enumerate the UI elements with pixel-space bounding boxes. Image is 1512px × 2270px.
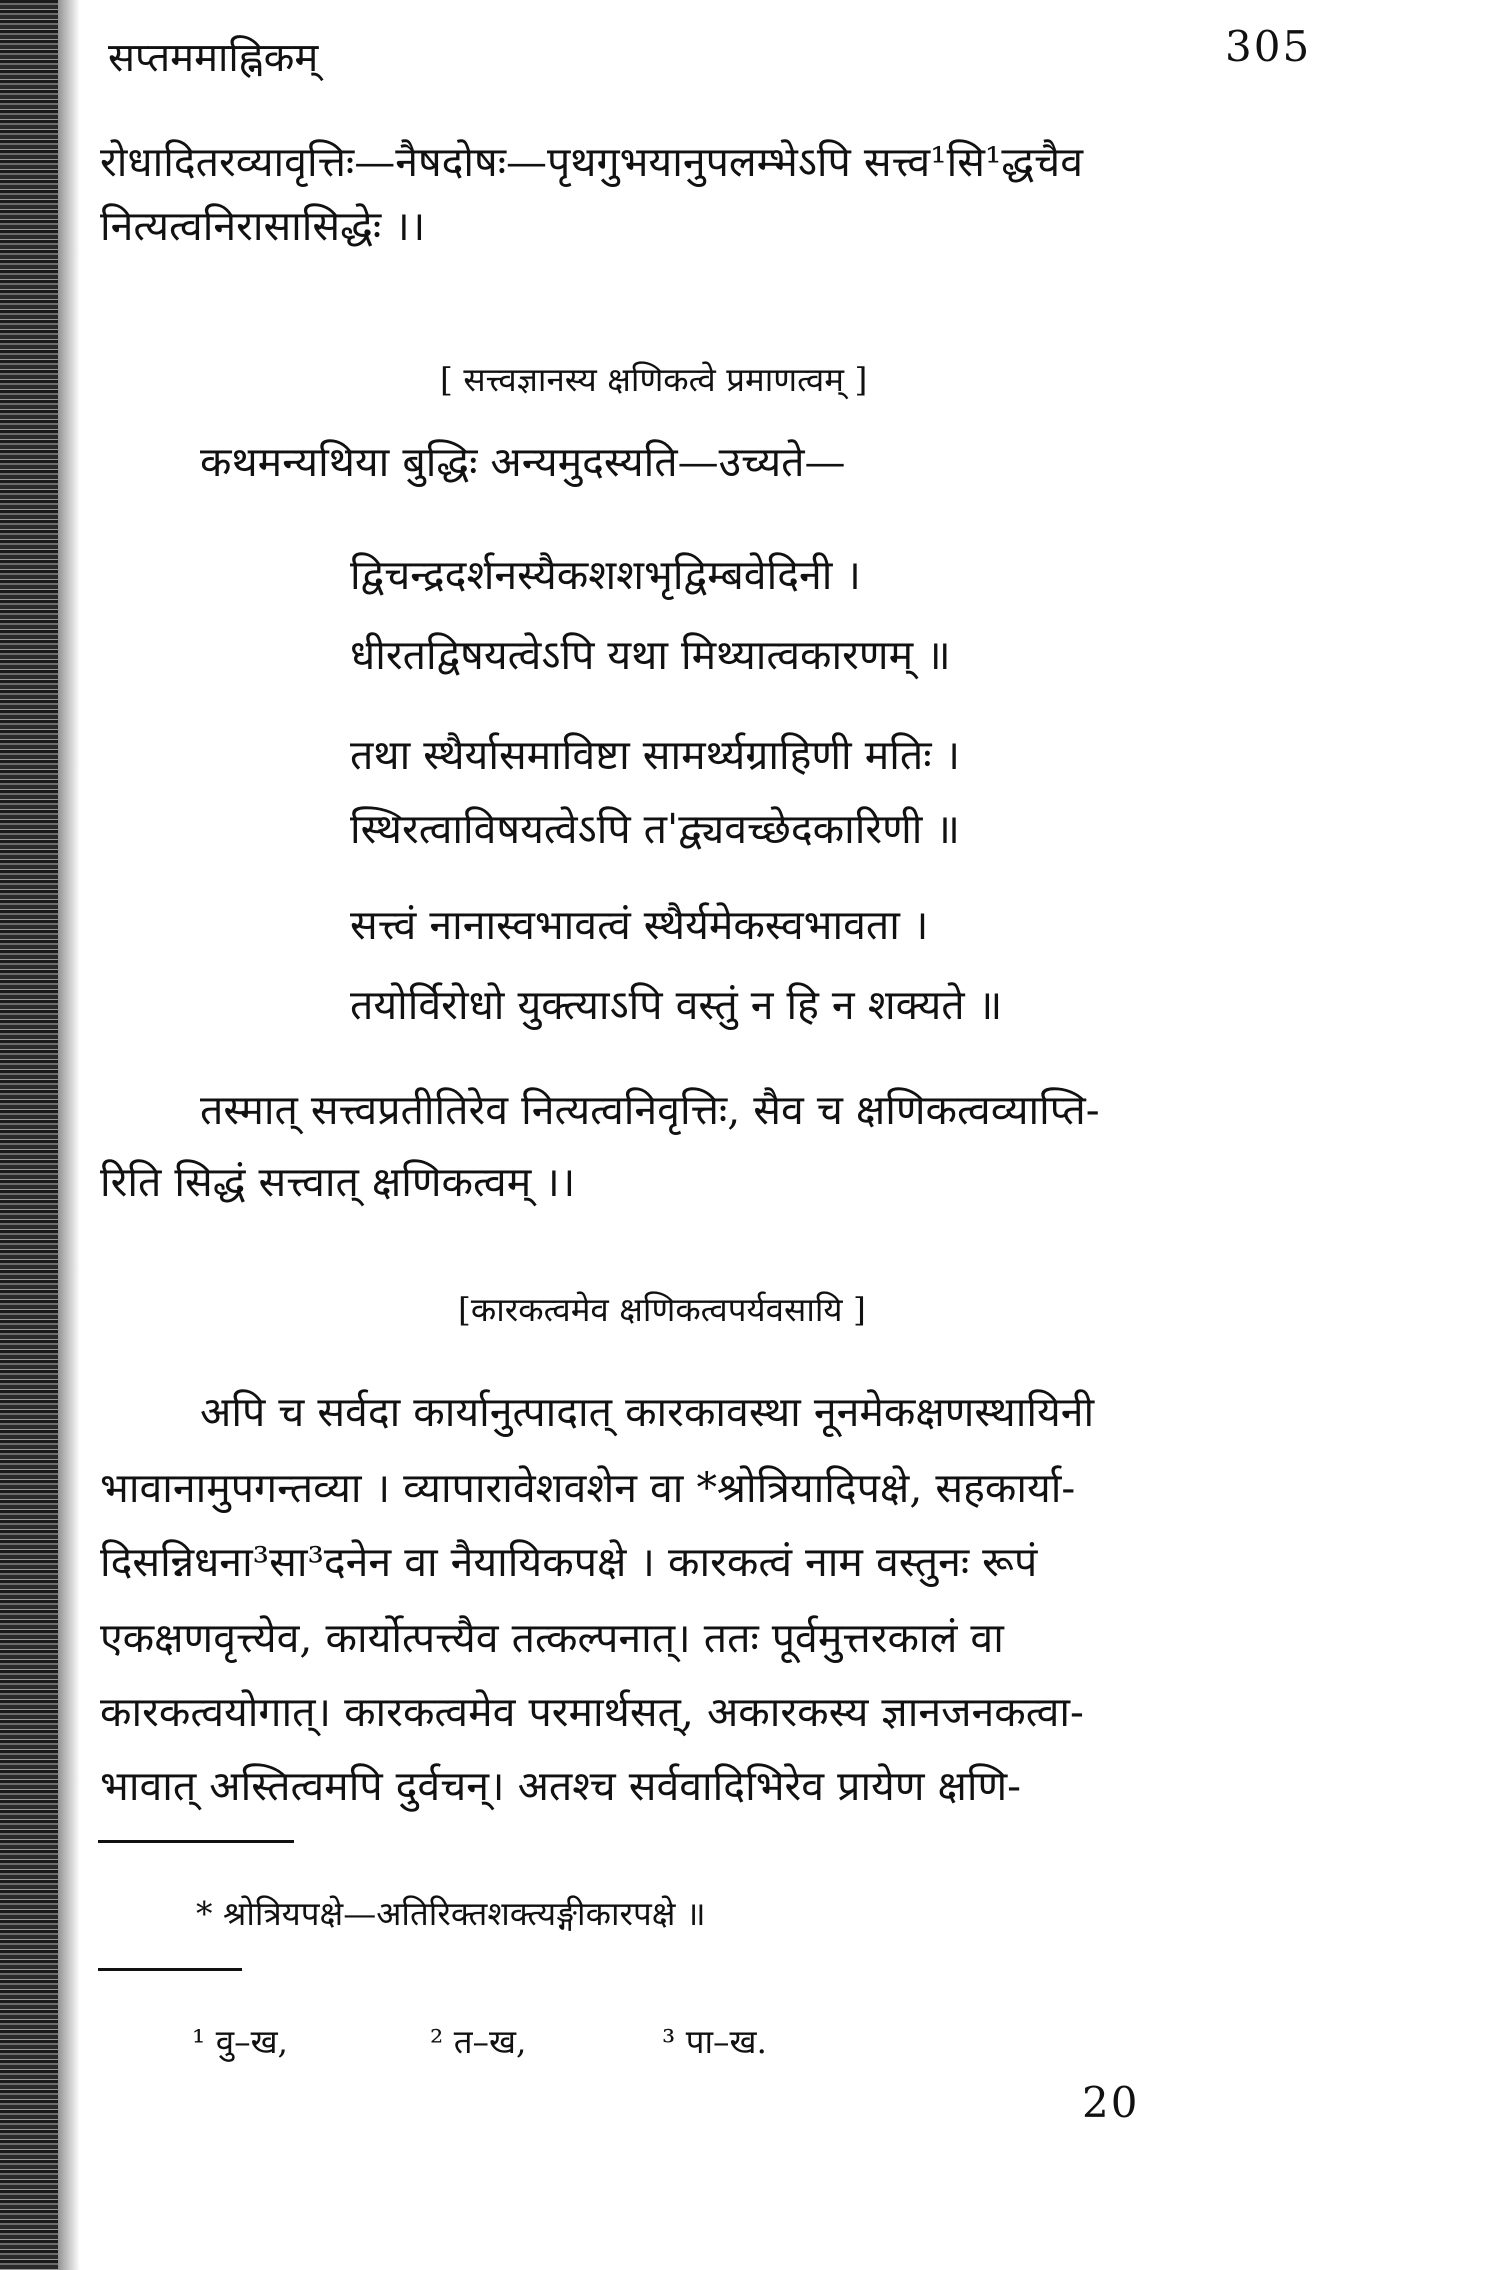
running-header: सप्तममाह्निकम् [108,35,319,81]
verse-line-6: तयोर्विरोधो युक्त्याऽपि वस्तुं न हि न शक्यते ॥ [350,981,1003,1029]
variant-note-3: ³ पा–ख. [662,2022,767,2061]
footnote-rule [98,1840,294,1843]
verse-line-5: सत्त्वं नानास्वभावत्वं स्थैर्यमेकस्वभावता । [350,901,929,949]
footnote-text: * श्रोत्रियपक्षे—अतिरिक्तशक्त्यङ्गीकारपक्षे ॥ [196,1894,706,1933]
conclusion-line-1: तस्मात् सत्त्वप्रतीतिरेव नित्यत्वनिवृत्तिः, सैव च क्षणिकत्वव्याप्ति- [200,1086,1100,1134]
body-line-4: एकक्षणवृत्त्येव, कार्योत्पत्त्यैव तत्कल्पनात्। ततः पूर्वमुत्तरकालं वा [100,1614,1004,1662]
variant-note-1: ¹ वु–ख, [192,2022,289,2061]
page-number: 305 [1225,22,1312,71]
body-line-3: दिसन्निधना³सा³दनेन वा नैयायिकपक्षे । कारकत्वं नाम वस्तुनः रूपं [100,1538,1038,1586]
body-line-1: अपि च सर्वदा कार्यानुत्पादात् कारकावस्था नूनमेकक्षणस्थायिनी [200,1388,1095,1436]
body-line-5: कारकत्वयोगात्। कारकत्वमेव परमार्थसत्, अकारकस्य ज्ञानजनकत्वा- [100,1688,1084,1736]
page-binding-edge [0,0,58,2270]
opening-line-2: नित्यत्वनिरासासिद्धेः ।। [100,202,426,250]
section-heading-2: [कारकत्वमेव क्षणिकत्वपर्यवसायि ] [458,1290,866,1329]
verse-line-3: तथा स्थैर्यासमाविष्टा सामर्थ्यग्राहिणी मतिः । [350,731,961,779]
conclusion-line-2: रिति सिद्धं सत्त्वात् क्षणिकत्वम् ।। [100,1158,576,1206]
verse-line-4: स्थिरत्वाविषयत्वेऽपि त'द्व्यवच्छेदकारिणी ॥ [350,805,960,853]
section1-intro: कथमन्यथिया बुद्धिः अन्यमुदस्यति—उच्यते— [200,438,846,486]
section-heading-1: [ सत्त्वज्ञानस्य क्षणिकत्वे प्रमाणत्वम् ] [440,360,868,399]
body-line-2: भावानामुपगन्तव्या । व्यापारावेशवशेन वा *श्रोत्रियादिपक्षे, सहकार्या- [100,1464,1076,1512]
verse-line-2: धीरतद्विषयत्वेऽपि यथा मिथ्यात्वकारणम् ॥ [350,631,951,679]
folio-number: 20 [1082,2078,1140,2127]
binding-shadow [58,0,80,2270]
variants-rule [98,1968,242,1971]
body-line-6: भावात् अस्तित्वमपि दुर्वचन्। अतश्च सर्ववादिभिरेव प्रायेण क्षणि- [100,1762,1022,1810]
opening-line-1: रोधादितरव्यावृत्तिः—नैषदोषः—पृथगुभयानुपलम्भेऽपि सत्त्व¹सि¹द्धचैव [100,138,1083,186]
verse-line-1: द्विचन्द्रदर्शनस्यैकशशभृद्विम्बवेदिनी । [350,551,861,599]
variant-note-2: ² त–ख, [430,2022,527,2061]
